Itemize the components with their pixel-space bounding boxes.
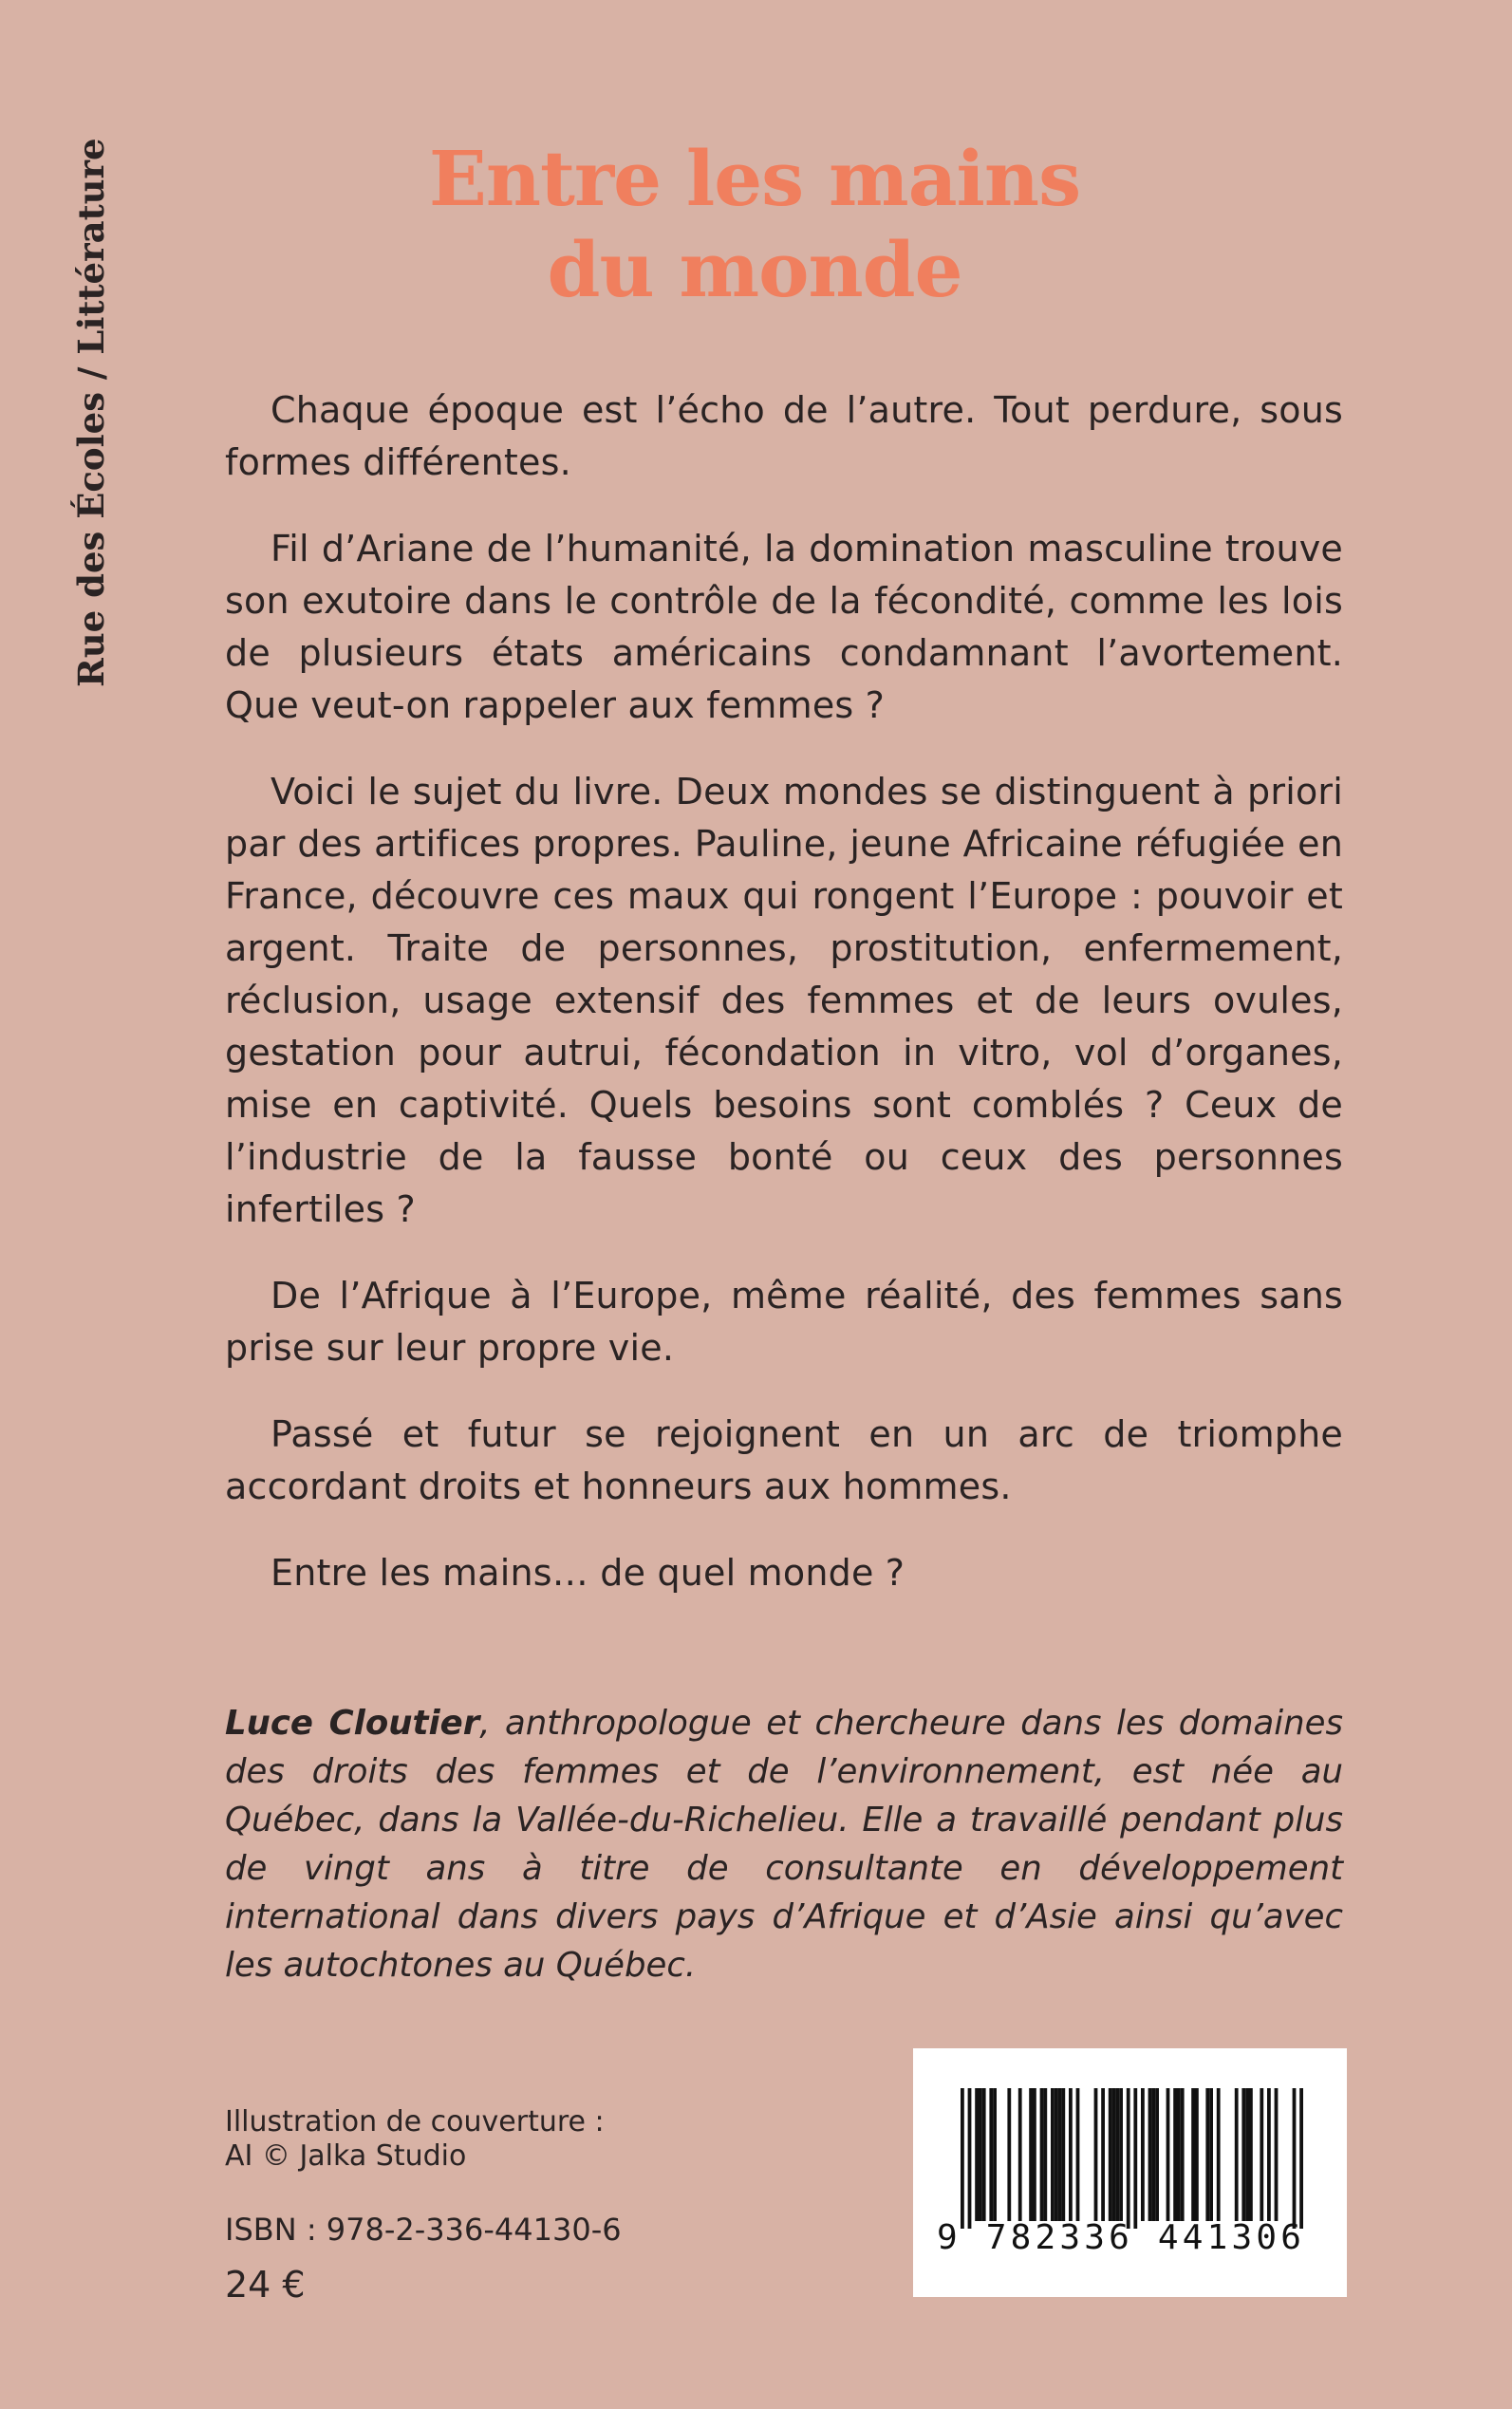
blurb-paragraph: Entre les mains… de quel monde ? [271, 1552, 905, 1594]
author-bio-text: , anthropologue et chercheure dans les domaines des droits des femmes et de l’environnement, est née au Québec, dans la Vallée-du-Richelieu. Elle a travaillé pendant plus de vingt ans à titre de consultante en développement international dans divers pays d’Afrique et d’Asie ainsi qu’avec les autochtones au Québec. [225, 1704, 1343, 1985]
barcode-bar [1018, 2088, 1022, 2221]
barcode-bar [1033, 2088, 1036, 2221]
barcode-bar [1217, 2088, 1221, 2221]
isbn: ISBN : 978-2-336-44130-6 [225, 2212, 622, 2248]
barcode-bars [913, 2048, 1347, 2229]
blurb [225, 384, 1343, 1634]
cover-credits [225, 2105, 605, 2174]
cover-credits-line-2: AI © Jalka Studio [225, 2139, 467, 2173]
barcode-bar [1191, 2088, 1195, 2221]
barcode-bar [1101, 2088, 1105, 2221]
barcode-bar [1245, 2088, 1249, 2221]
barcode-digits: 9 782336 441306 [937, 2218, 1306, 2257]
cover-credits-line-1: Illustration de couverture : [225, 2105, 605, 2138]
barcode-guard-bar [1133, 2088, 1137, 2229]
author-name: Luce Cloutier [225, 1704, 480, 1743]
price: 24 € [225, 2264, 306, 2306]
barcode-guard-bar [1293, 2088, 1297, 2229]
barcode-bar [1119, 2088, 1123, 2221]
barcode-bar [1115, 2088, 1119, 2221]
barcode-bar [989, 2088, 993, 2221]
author-bio [225, 1699, 1343, 1989]
barcode-guard-bar [968, 2088, 972, 2229]
barcode-bar [1241, 2088, 1245, 2221]
barcode-bar [1209, 2088, 1213, 2221]
barcode-bar [1051, 2088, 1055, 2221]
book-title [285, 133, 1224, 315]
blurb-paragraph: Chaque époque est l’écho de l’autre. Tout perdure, sous formes différentes. [225, 389, 1343, 483]
barcode-bar [1055, 2088, 1058, 2221]
barcode-bar [1112, 2088, 1116, 2221]
barcode-bar [1040, 2088, 1044, 2221]
barcode-guard-bar [1127, 2088, 1130, 2229]
barcode-bar [1109, 2088, 1112, 2221]
barcode-bar [1076, 2088, 1080, 2221]
barcode-bar [1177, 2088, 1181, 2221]
barcode-bar [979, 2088, 982, 2221]
barcode-bar [1148, 2088, 1152, 2221]
barcode-bar [1167, 2088, 1170, 2221]
book-title-line-2: du monde [547, 225, 962, 314]
barcode-bar [1029, 2088, 1033, 2221]
spine-series-label: Rue des Écoles / Littérature [70, 138, 112, 687]
barcode-bar [1181, 2088, 1185, 2221]
barcode-bar [993, 2088, 997, 2221]
barcode-bar [1235, 2088, 1239, 2221]
barcode-bar [1151, 2088, 1155, 2221]
barcode-bar [1007, 2088, 1011, 2221]
barcode-bar [1173, 2088, 1177, 2221]
barcode-bar [1061, 2088, 1065, 2221]
barcode-bar [1267, 2088, 1271, 2221]
barcode-bar [1195, 2088, 1199, 2221]
barcode-bar [1141, 2088, 1145, 2221]
barcode-bar [975, 2088, 979, 2221]
barcode-bar [1205, 2088, 1209, 2221]
barcode [913, 2048, 1347, 2297]
blurb-paragraph: De l’Afrique à l’Europe, même réalité, des femmes sans prise sur leur propre vie. [225, 1275, 1343, 1369]
barcode-guard-bar [961, 2088, 964, 2229]
book-title-line-1: Entre les mains [428, 134, 1081, 223]
barcode-guard-bar [1299, 2088, 1303, 2229]
barcode-bar [982, 2088, 986, 2221]
barcode-bar [1069, 2088, 1073, 2221]
barcode-bar [1058, 2088, 1062, 2221]
blurb-paragraph: Fil d’Ariane de l’humanité, la domination masculine trouve son exutoire dans le contrôle de la fécondité, comme les lois de plusieurs états américains condamnant l’avortement. Que veut-on rappeler aux femmes ? [225, 528, 1343, 726]
barcode-bar [1043, 2088, 1047, 2221]
barcode-bar [1155, 2088, 1159, 2221]
barcode-bar [1275, 2088, 1279, 2221]
blurb-paragraph: Voici le sujet du livre. Deux mondes se distinguent à priori par des artifices propres. Pauline, jeune Africaine réfugiée en France, découvre ces maux qui rongent l’Europe : pouvoir et argent. Traite de personnes, prostitution, enfermement, réclusion, usage extensif des femmes et de leurs ovules, gestation pour autrui, fécondation in vitro, vol d’organes, mise en captivité. Quels besoins sont comblés ? Ceux de l’industrie de la fausse bonté ou ceux des personnes infertiles ? [225, 771, 1343, 1230]
blurb-paragraph: Passé et futur se rejoignent en un arc de triomphe accordant droits et honneurs aux hommes. [225, 1413, 1343, 1507]
barcode-bar [1249, 2088, 1253, 2221]
barcode-bar [1094, 2088, 1098, 2221]
barcode-bar [1260, 2088, 1263, 2221]
